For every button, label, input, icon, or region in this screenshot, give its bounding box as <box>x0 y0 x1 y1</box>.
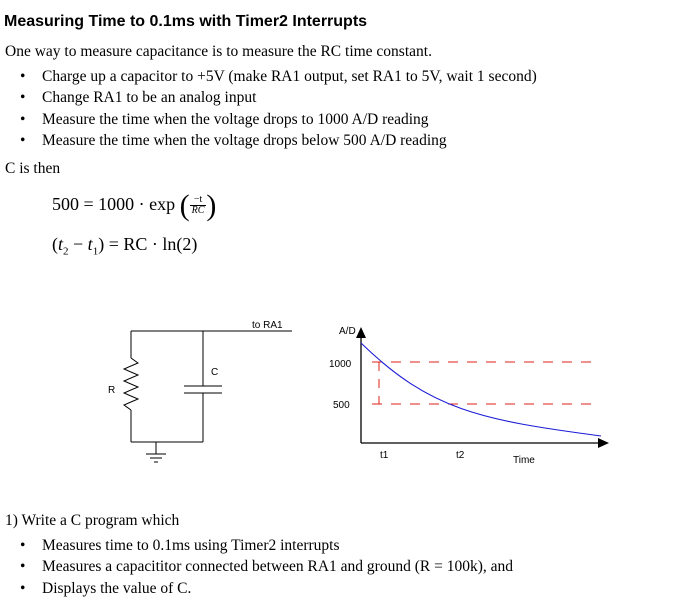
level-500-label: 500 <box>333 400 350 411</box>
list-item: • Measure the time when the voltage drops below 500 A/D reading <box>0 130 537 151</box>
task-list <box>0 535 513 599</box>
reference-lines <box>372 362 600 404</box>
y-axis-label: A/D <box>339 326 356 337</box>
resistor-symbol <box>124 358 138 410</box>
list-item: • Change RA1 to be an analog input <box>0 87 537 108</box>
graph-axes <box>356 327 609 448</box>
decay-curve <box>361 343 601 436</box>
equation-rhs: = RC · ln(2) <box>108 234 198 254</box>
list-item: • Displays the value of C. <box>0 578 513 599</box>
equation-exp: 500 = 1000 · exp ( $\frac{-t}{RC}$ ) <box>52 188 217 222</box>
resistor-label: R <box>108 385 116 396</box>
list-item: • Measure the time when the voltage drops to 1000 A/D reading <box>0 109 537 130</box>
list-item: • Measures a capacititor connected between RA1 and ground (R = 100k), and <box>0 556 513 577</box>
equation-ln2: $(t_2 - t_1)$ = RC · ln(2) <box>52 234 198 258</box>
c-is-then-text: C is then <box>5 160 61 177</box>
capacitor-label: C <box>211 367 219 378</box>
page-title: Measuring Time to 0.1ms with Timer2 Interrupts <box>4 13 368 30</box>
t2-label: t2 <box>456 450 465 461</box>
level-1000-label: 1000 <box>329 359 352 370</box>
x-axis-arrow <box>598 438 609 448</box>
rc-circuit <box>124 331 292 462</box>
intro-text: One way to measure capacitance is to measure the RC time constant. <box>5 43 432 60</box>
fraction-numerator: −t <box>190 195 207 206</box>
list-item: • Charge up a capacitor to +5V (make RA1 output, set RA1 to 5V, wait 1 second) <box>0 66 537 87</box>
fraction-denominator: RC <box>191 205 205 217</box>
equation-lhs: 500 = 1000 · exp <box>52 194 176 214</box>
to-ra1-label: to RA1 <box>252 320 283 331</box>
task-intro-text: 1) Write a C program which <box>5 512 180 529</box>
list-item: • Measures time to 0.1ms using Timer2 interrupts <box>0 535 513 556</box>
x-axis-label: Time <box>513 455 535 466</box>
y-axis-arrow <box>356 327 366 338</box>
t1-label: t1 <box>380 450 389 461</box>
